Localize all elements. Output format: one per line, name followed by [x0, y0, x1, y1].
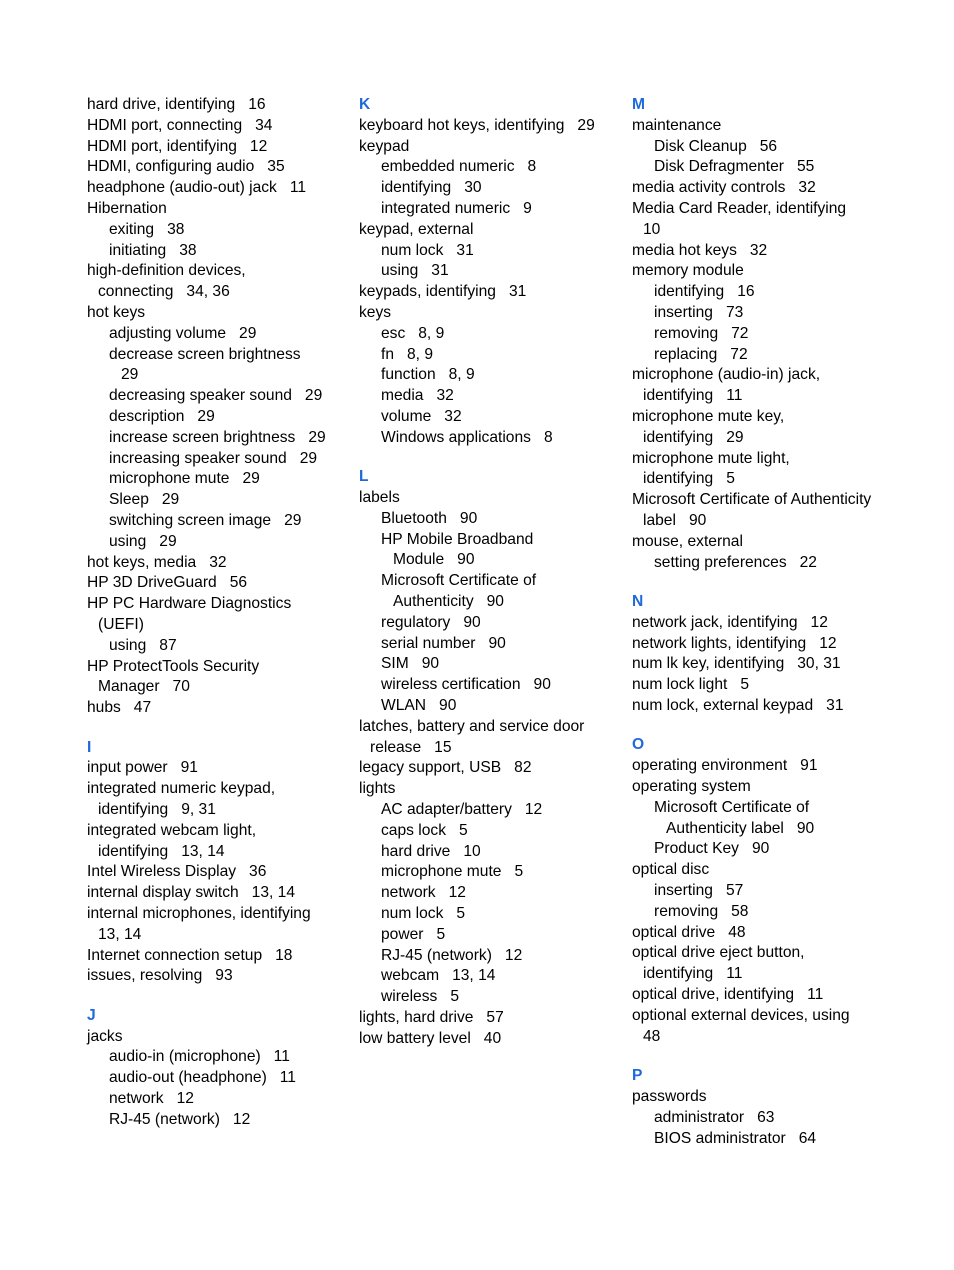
index-subentry: wireless 5 — [381, 988, 459, 1006]
index-entry: input power 91 — [87, 759, 198, 777]
index-entry: integrated numeric keypad, — [87, 780, 276, 798]
index-entry: keys — [359, 303, 392, 321]
index-subentry: WLAN 90 — [381, 697, 457, 714]
index-subentry: fn 8, 9 — [381, 345, 434, 363]
index-entry-continuation: identifying 29 — [643, 428, 744, 446]
index-entry: lights, hard drive 57 — [359, 1008, 504, 1026]
section-letter-heading: J — [87, 1006, 96, 1024]
index-entry: optical drive, identifying 11 — [632, 986, 824, 1004]
index-subentry: RJ-45 (network) 12 — [381, 946, 523, 964]
index-entry: media hot keys 32 — [632, 241, 768, 259]
index-entry: num lock, external keypad 31 — [632, 697, 844, 714]
index-entry-continuation: identifying 13, 14 — [98, 842, 225, 860]
index-subentry: Bluetooth 90 — [381, 509, 478, 527]
index-entry: operating environment 91 — [632, 757, 818, 775]
index-entry: mouse, external — [632, 532, 743, 550]
index-entry: optical drive eject button, — [632, 944, 805, 962]
index-subentry: Disk Defragmenter 55 — [654, 158, 815, 176]
index-entry-continuation: 48 — [643, 1027, 661, 1045]
index-entry: internal microphones, identifying — [87, 904, 311, 922]
index-subentry: Sleep 29 — [109, 491, 180, 509]
index-subentry: hard drive 10 — [381, 842, 481, 860]
index-subentry: Product Key 90 — [654, 840, 770, 858]
index-entry: hubs 47 — [87, 699, 152, 717]
index-subentry: microphone mute 5 — [381, 863, 524, 881]
index-entry-continuation: 10 — [643, 220, 661, 238]
index-entry: HP PC Hardware Diagnostics — [87, 595, 292, 613]
index-entry: headphone (audio-out) jack 11 — [87, 179, 307, 197]
index-subentry: num lock 31 — [381, 241, 474, 259]
index-entry-continuation: (UEFI) — [98, 615, 144, 633]
index-entry: Microsoft Certificate of Authenticity — [632, 491, 872, 509]
index-subentry: integrated numeric 9 — [381, 199, 532, 217]
index-entry: microphone mute key, — [632, 407, 785, 425]
index-entry: memory module — [632, 262, 744, 280]
section-letter-heading: N — [632, 593, 644, 611]
index-subentry-continuation: Module 90 — [393, 551, 475, 569]
index-entry: num lk key, identifying 30, 31 — [632, 655, 841, 673]
index-subentry: RJ-45 (network) 12 — [109, 1110, 251, 1128]
index-subentry: removing 72 — [654, 324, 749, 342]
index-subentry: media 32 — [381, 387, 454, 405]
index-subentry: using 31 — [381, 262, 449, 280]
index-subentry-continuation: 29 — [121, 366, 139, 384]
index-subentry: audio-out (headphone) 11 — [109, 1069, 296, 1087]
index-entry-continuation: identifying 9, 31 — [98, 800, 216, 818]
index-entry: maintenance — [632, 116, 722, 134]
index-entry: latches, battery and service door — [359, 717, 585, 735]
index-subentry: network 12 — [381, 884, 466, 902]
index-subentry: administrator 63 — [654, 1108, 775, 1126]
index-subentry: decrease screen brightness — [109, 345, 301, 363]
index-subentry: SIM 90 — [381, 655, 440, 673]
index-subentry: removing 58 — [654, 902, 749, 920]
index-subentry: webcam 13, 14 — [381, 967, 496, 985]
index-subentry: increase screen brightness 29 — [109, 428, 326, 446]
index-subentry: caps lock 5 — [381, 821, 468, 839]
index-subentry: audio-in (microphone) 11 — [109, 1048, 290, 1066]
index-subentry: Microsoft Certificate of — [381, 572, 537, 590]
index-subentry: serial number 90 — [381, 634, 506, 652]
index-subentry: switching screen image 29 — [109, 511, 302, 529]
index-entry-continuation: connecting 34, 36 — [98, 283, 230, 301]
section-gap — [87, 719, 349, 738]
section-letter-heading: M — [632, 96, 645, 113]
index-subentry: volume 32 — [381, 407, 462, 425]
index-subentry: exiting 38 — [109, 220, 185, 238]
index-entry: lights — [359, 780, 396, 798]
index-subentry-continuation: Authenticity 90 — [393, 593, 504, 611]
index-column-1 — [87, 95, 349, 1131]
index-entry-continuation: identifying 11 — [643, 387, 743, 405]
index-entry: legacy support, USB 82 — [359, 759, 532, 777]
index-entry: high-definition devices, — [87, 262, 246, 280]
index-entry: keypads, identifying 31 — [359, 283, 527, 301]
index-subentry: wireless certification 90 — [381, 676, 551, 694]
index-entry: microphone mute light, — [632, 449, 790, 467]
section-gap — [632, 1047, 894, 1066]
index-entry: hot keys — [87, 303, 146, 321]
index-entry: hard drive, identifying 16 — [87, 96, 266, 113]
index-entry: Hibernation — [87, 199, 167, 217]
index-entry: hot keys, media 32 — [87, 553, 227, 571]
index-entry: HDMI, configuring audio 35 — [87, 158, 285, 176]
index-entry: Media Card Reader, identifying — [632, 199, 847, 217]
index-subentry: identifying 30 — [381, 179, 482, 197]
index-subentry: identifying 16 — [654, 283, 755, 301]
index-subentry: num lock 5 — [381, 904, 466, 922]
section-gap — [359, 449, 621, 468]
index-subentry: inserting 73 — [654, 303, 744, 321]
section-gap — [87, 987, 349, 1006]
index-entry-continuation: identifying 5 — [643, 470, 735, 488]
index-subentry: using 87 — [109, 636, 177, 654]
index-subentry: setting preferences 22 — [654, 553, 817, 571]
index-entry-continuation: Manager 70 — [98, 678, 190, 696]
index-entry: HDMI port, connecting 34 — [87, 116, 273, 134]
index-entry: optical drive 48 — [632, 923, 746, 941]
section-letter-heading: O — [632, 736, 645, 754]
index-subentry: decreasing speaker sound 29 — [109, 387, 323, 405]
section-letter-heading: P — [632, 1067, 643, 1085]
index-entry: keypad, external — [359, 220, 474, 238]
index-entry-continuation: label 90 — [643, 511, 707, 529]
index-entry: issues, resolving 93 — [87, 967, 233, 985]
index-subentry: Disk Cleanup 56 — [654, 137, 778, 155]
index-subentry-continuation: Authenticity label 90 — [666, 819, 815, 837]
index-entry: optional external devices, using — [632, 1006, 850, 1024]
index-entry: num lock light 5 — [632, 676, 750, 694]
index-entry: Intel Wireless Display 36 — [87, 863, 267, 881]
index-subentry: using 29 — [109, 532, 177, 550]
index-entry: optical disc — [632, 861, 710, 879]
section-letter-heading: K — [359, 96, 371, 113]
index-entry: low battery level 40 — [359, 1029, 502, 1047]
index-subentry: replacing 72 — [654, 345, 748, 363]
index-entry: HDMI port, identifying 12 — [87, 137, 268, 155]
index-subentry: network 12 — [109, 1090, 194, 1108]
index-entry: Internet connection setup 18 — [87, 946, 293, 964]
index-subentry: increasing speaker sound 29 — [109, 449, 318, 467]
index-entry-continuation: release 15 — [370, 738, 452, 756]
index-entry: network lights, identifying 12 — [632, 634, 837, 652]
index-column-3 — [632, 95, 894, 1149]
index-subentry: function 8, 9 — [381, 366, 475, 384]
index-subentry: adjusting volume 29 — [109, 324, 257, 342]
index-subentry: Windows applications 8 — [381, 428, 553, 446]
index-entry: network jack, identifying 12 — [632, 613, 828, 631]
index-subentry: initiating 38 — [109, 241, 197, 259]
index-subentry: Microsoft Certificate of — [654, 798, 810, 816]
index-entry: integrated webcam light, — [87, 821, 257, 839]
index-subentry: microphone mute 29 — [109, 470, 260, 488]
index-entry: HP 3D DriveGuard 56 — [87, 574, 248, 592]
index-subentry: esc 8, 9 — [381, 324, 445, 342]
index-entry-continuation: 13, 14 — [98, 925, 142, 943]
section-gap — [632, 717, 894, 736]
index-subentry: description 29 — [109, 407, 215, 425]
index-entry-continuation: identifying 11 — [643, 965, 743, 983]
index-entry: operating system — [632, 778, 751, 796]
index-subentry: embedded numeric 8 — [381, 158, 537, 176]
index-entry: labels — [359, 489, 400, 507]
index-entry: jacks — [87, 1027, 123, 1045]
index-entry: media activity controls 32 — [632, 179, 816, 197]
index-entry: microphone (audio-in) jack, — [632, 366, 821, 384]
index-subentry: power 5 — [381, 925, 446, 943]
section-letter-heading: L — [359, 468, 369, 486]
index-subentry: HP Mobile Broadband — [381, 530, 534, 548]
index-entry: keyboard hot keys, identifying 29 — [359, 116, 595, 134]
index-subentry: AC adapter/battery 12 — [381, 800, 543, 818]
index-entry: keypad — [359, 137, 410, 155]
index-entry: passwords — [632, 1087, 707, 1105]
index-entry: internal display switch 13, 14 — [87, 884, 296, 902]
section-gap — [632, 573, 894, 592]
index-column-2 — [359, 95, 621, 1050]
index-subentry: regulatory 90 — [381, 613, 481, 631]
section-letter-heading: I — [87, 738, 92, 756]
index-entry: HP ProtectTools Security — [87, 657, 260, 675]
index-subentry: inserting 57 — [654, 882, 744, 900]
index-subentry: BIOS administrator 64 — [654, 1129, 817, 1147]
